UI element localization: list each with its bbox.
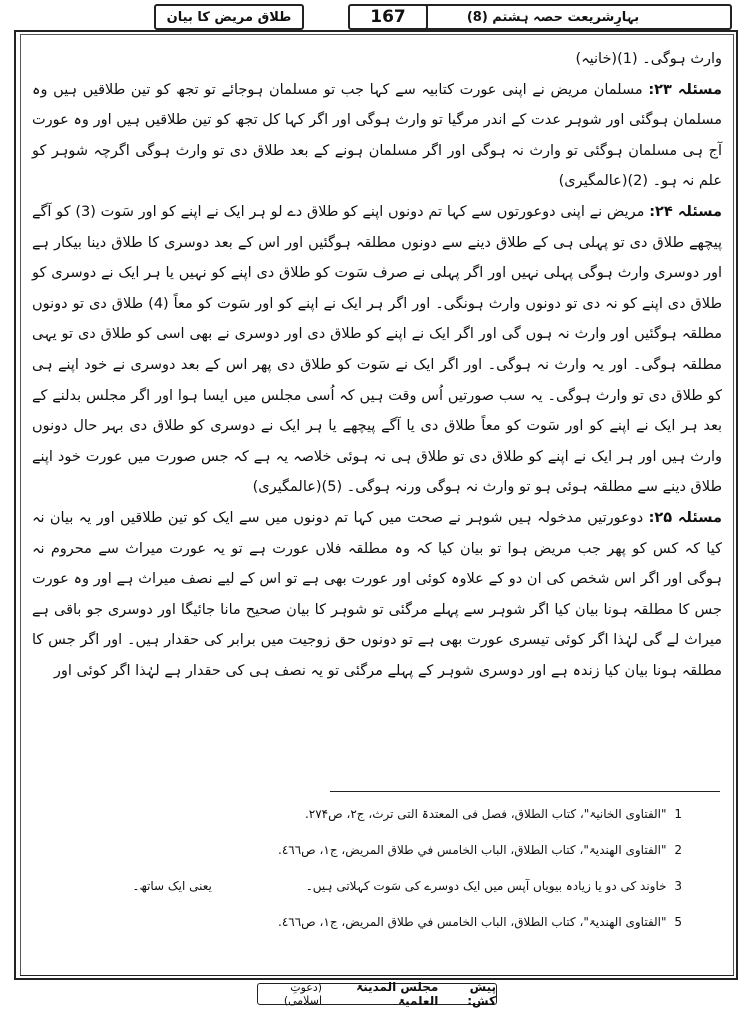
masla-label: مسئلہ ۲۵: (648, 509, 722, 526)
footnote-divider (330, 791, 720, 792)
paragraph-text: مریض نے اپنی دوعورتوں سے کہا تم دونوں اپنے کو طلاق دے لو ہر ایک نے اپنے کو اور سَوت (3) کو آگے پیچھے طلاق دی تو پہلی ہی کے طلاق دینے سے دونوں مطلقہ ہوگئیں اور اس کے بعد دوسری کا طلاق دینا بیکار ہے اور دوسری وارث ہوگی پہلی نہیں اور اگر پہلی نے صرف سَوت کو طلاق دی اپنے کو نہیں یا ہر ایک نے دوسری کو طلاق دی اپنے کو نہ دی تو دونوں وارث ہونگی۔ اور اگر ہر ایک نے اپنے کو اور سَوت کو معاً (4) طلاق دی تو دونوں مطلقہ ہوگئیں اور وارث نہ ہوں گی اور اگر ایک نے اپنے کو طلاق دی اور دوسری نے بھی اسی کو طلاق دی تو یہی مطلقہ ہوگی۔ اور یہ وارث نہ ہوگی۔ اور اگر ایک نے سَوت کو طلاق دی پھر اس کے بعد دوسری نے خود اپنے ہی کو طلاق دی تو وارث ہوگی۔ یہ سب صورتیں اُس وقت ہیں کہ اُسی مجلس میں ایسا ہوا اور اگر مجلس بدلنے کے بعد ہر ایک نے اپنے کو اور سَوت کو معاً طلاق دی یا آگے پیچھے یا ہر ایک نے دوسری کو طلاق دی بہر حال دونوں وارث ہیں اور ہر ایک نے اپنے کو طلاق دی تو طلاق ہی نہ ہوئی خلاصہ یہ ہے کہ جس صورت میں عورت خود اپنے طلاق دینے سے مطلقہ ہوئی ہو تو وارث نہ ہوگی ورنہ ہوگی۔ (5)(عالمگیری) (32, 203, 722, 496)
footnote-text: "الفتاوی الهندیۃ"، کتاب الطلاق، الباب الخامس في طلاق المریض، ج۱، ص٤٦٦. (278, 843, 667, 857)
paragraph-text: مسلمان مریض نے اپنی عورت کتابیہ سے کہا جب تو مسلمان ہوجائے تو تجھ کو تین طلاقیں ہیں وہ مسلمان ہوگئی اور شوہر عدت کے اندر مرگیا تو وارث ہوگی اور اگر کہا کل تجھ کو تین طلاقیں ہیں اور وہ عورت آج ہی مسلمان ہوگئی تو وارث نہ ہوگی اور اگر مسلمان ہونے کے بعد طلاق دی تو وارث ہوگی اگرچہ شوہر کو علم نہ ہو۔ (2)(عالمگیری) (32, 81, 722, 190)
footer-presenter: پیش کش: (467, 980, 496, 1008)
main-text (32, 44, 722, 686)
paragraph-intro (32, 44, 722, 75)
footnote-text: "الفتاوی الخانیۃ"، کتاب الطلاق، فصل فی المعتدۃ التی ترث، ج۲، ص۲۷۴. (304, 807, 667, 821)
footnote-marker: 2 (674, 843, 682, 857)
footnote (32, 868, 722, 904)
footer-publisher: مجلس المدینۃ العلمیۃ (356, 980, 439, 1008)
footnote (32, 832, 722, 868)
masla-label: مسئلہ ۲۳: (648, 81, 722, 98)
footnote-text: "الفتاوی الهندیۃ"، کتاب الطلاق، الباب الخامس في طلاق المریض، ج۱، ص٤٦٦. (278, 915, 667, 929)
footer-divider (20, 975, 734, 976)
paragraph-masla-25 (32, 503, 722, 687)
footnotes (32, 796, 722, 940)
footnote-marker: 3 (674, 879, 682, 893)
masla-label: مسئلہ ۲۴: (649, 203, 722, 220)
footnote (32, 796, 722, 832)
footnote-text-4: یعنی ایک ساتھ۔ (132, 879, 212, 893)
book-title: بہارِشریعت حصہ ہشتم (8) (374, 4, 732, 30)
footnote-marker: 1 (674, 807, 682, 821)
footer-sub: (دعوتِ اسلامی) (283, 981, 323, 1007)
page-footer (257, 980, 497, 1008)
page-number: 167 (348, 4, 428, 30)
paragraph-masla-24 (32, 197, 722, 503)
footnote-text: خاوند کی دو یا زیادہ بیویاں آپس میں ایک دوسرے کی سَوت کہلاتی ہیں۔ (305, 879, 667, 893)
paragraph-masla-23 (32, 75, 722, 197)
chapter-title: طلاق مریض کا بیان (154, 4, 304, 30)
footnote (32, 904, 722, 940)
paragraph-text: وارث ہوگی۔ (1)(خانیہ) (575, 51, 722, 67)
paragraph-text: دوعورتیں مدخولہ ہیں شوہر نے صحت میں کہا تم دونوں میں سے ایک کو تین طلاقیں اور یہ بیان نہ کیا کہ کس کو پھر جب مریض ہوا تو بیان کیا کہ وہ مطلقہ فلاں عورت ہے تو یہ عورت میراث سے محروم نہ ہوگی اور اگر اس شخص کی ان دو کے علاوہ کوئی اور عورت بھی ہے تو اس کے لیے نصف میراث ہے اور وہ عورت جس کا مطلقہ ہونا بیان کیا اگر شوہر سے پہلے مرگئی تو شوہر کا بیان صحیح مانا جائیگا اور دوسری جو باقی ہے میراث لے گی لہٰذا اگر کوئی تیسری عورت بھی ہے تو دونوں حق زوجیت میں برابر کی حقدار ہیں۔ اور اگر جس کا مطلقہ ہونا بیان کیا زندہ ہے اور دوسری شوہر کے پہلے مرگئی تو یہ نصف ہی کی حقدار ہے لہٰذا اگر کوئی اور (32, 509, 722, 679)
footnote-marker: 5 (674, 915, 682, 929)
page-header (14, 4, 738, 32)
